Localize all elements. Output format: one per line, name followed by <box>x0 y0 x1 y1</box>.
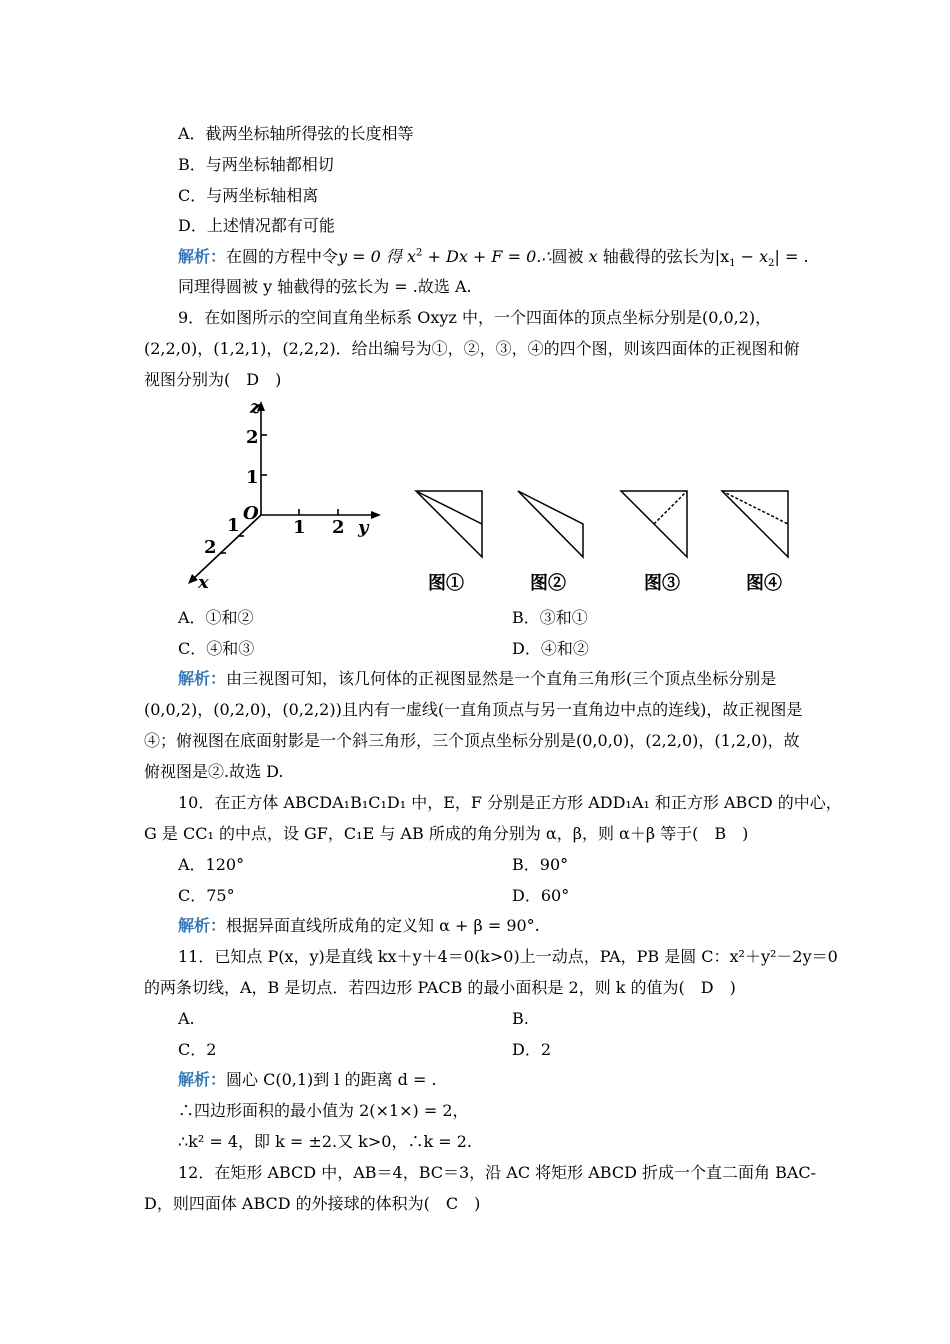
q8-option-a: A．截两坐标轴所得弦的长度相等 <box>178 124 414 143</box>
q8-solution-text3: 轴截得的弦长为|x <box>602 247 730 266</box>
q8-solution-sup: 2 <box>416 247 423 259</box>
figure-4-shape <box>722 491 788 557</box>
q11-solution-line3: ∴k² = 4，即 k = ±2.又 k>0，∴k = 2. <box>178 1132 472 1151</box>
figure-3-shape <box>621 491 687 557</box>
q11-stem-line1: 11．已知点 P(x，y)是直线 kx＋y＋4＝0(k>0)上一动点，PA，PB 是圆 C：x²＋y²－2y＝0 <box>178 947 838 966</box>
figure-label-4: 图④ <box>746 573 782 594</box>
solution-label: 解析： <box>178 1070 227 1089</box>
q10-solution-text: 根据异面直线所成角的定义知 α + β = 90°. <box>226 916 540 935</box>
q9-solution-line3: ④；俯视图在底面射影是一个斜三角形，三个顶点坐标分别是(0,0,0)，(2,2,0)，(1,2,0)，故 <box>144 731 800 750</box>
figure-label-2: 图② <box>530 573 566 594</box>
q11-solution-text: 圆心 C(0,1)到 l 的距离 d = . <box>226 1070 437 1089</box>
q9-solution-line2: (0,0,2)，(0,2,0)，(0,2,2))且内有一虚线(一直角顶点与另一直角边中点的连线)，故正视图是 <box>144 700 803 719</box>
q8-solution-end: | = . <box>774 247 809 266</box>
q9-stem-line2: (2,2,0)，(1,2,1)，(2,2,2)．给出编号为①，②，③，④的四个图，则该四面体的正视图和俯 <box>144 339 800 358</box>
q8-solution-math2: + Dx + F = 0.∴ <box>422 247 552 266</box>
q8-solution-var: x <box>583 247 603 266</box>
x-tick-label-1: 1 <box>227 515 240 536</box>
q8-option-b: B．与两坐标轴都相切 <box>178 155 334 174</box>
q9-option-c: C．④和③ <box>178 639 255 658</box>
q9-solution-text: 由三视图可知，该几何体的正视图显然是一个直角三角形(三个顶点坐标分别是 <box>226 669 777 688</box>
q8-solution-math: y = 0 得 x <box>338 247 417 266</box>
q10-option-d: D．60° <box>512 886 570 905</box>
q11-solution-line1 <box>178 1070 437 1090</box>
figure-1-shape <box>416 491 482 557</box>
q8-solution <box>178 247 809 270</box>
q11-option-a: A. <box>178 1009 195 1028</box>
q9-figure <box>150 395 810 605</box>
q8-option-c: C．与两坐标轴相离 <box>178 186 319 205</box>
q11-option-b: B. <box>512 1009 529 1028</box>
q10-stem-line2: G 是 CC₁ 的中点，设 GF，C₁E 与 AB 所成的角分别为 α，β，则 α＋β 等于( B ) <box>144 824 749 843</box>
figure-label-1: 图① <box>428 573 464 594</box>
coordinate-axes <box>192 407 375 580</box>
q12-stem-line1: 12．在矩形 ABCD 中，AB＝4，BC＝3，沿 AC 将矩形 ABCD 折成一个直二面角 BAC- <box>178 1163 817 1182</box>
solution-label: 解析： <box>178 669 227 688</box>
z-tick-label-1: 1 <box>246 467 259 488</box>
q8-solution-sub1: 1 <box>729 258 736 270</box>
q9-stem-line3: 视图分别为( D ) <box>144 370 282 389</box>
solution-label: 解析： <box>178 916 227 935</box>
q9-option-a: A．①和② <box>178 608 254 627</box>
q11-stem-line2: 的两条切线，A，B 是切点．若四边形 PACB 的最小面积是 2，则 k 的值为( D ) <box>144 978 736 997</box>
x-axis-label: x <box>198 572 209 593</box>
q8-solution-sub2: 2 <box>768 258 775 270</box>
q8-solution-text2: 圆被 <box>551 247 584 266</box>
q8-solution-text: 在圆的方程中令 <box>226 247 339 266</box>
figure-2-shape <box>518 491 583 557</box>
z-axis-label: z <box>250 397 261 418</box>
q8-solution-line2: 同理得圆被 y 轴截得的弦长为 = .故选 A. <box>178 277 472 296</box>
solution-label: 解析： <box>178 247 227 266</box>
q9-option-d: D．④和② <box>512 639 589 658</box>
q10-option-b: B．90° <box>512 855 569 874</box>
q11-option-d: D．2 <box>512 1040 552 1059</box>
q10-stem-line1: 10．在正方体 ABCDA₁B₁C₁D₁ 中，E，F 分别是正方形 ADD₁A₁ 和正方形 ABCD 的中心， <box>178 793 842 812</box>
y-tick-label-2: 2 <box>332 517 345 538</box>
q11-solution-line2: ∴四边形面积的最小值为 2(×1×) = 2， <box>178 1101 469 1120</box>
origin-label: O <box>243 503 259 524</box>
figure-label-3: 图③ <box>644 573 680 594</box>
q10-option-c: C．75° <box>178 886 235 905</box>
y-arrow <box>371 511 381 519</box>
q9-option-b: B．③和① <box>512 608 588 627</box>
q9-stem-line1: 9．在如图所示的空间直角坐标系 Oxyz 中，一个四面体的顶点坐标分别是(0,0,2)， <box>178 308 772 327</box>
q12-stem-line2: D，则四面体 ABCD 的外接球的体积为( C ) <box>144 1194 481 1213</box>
y-axis-label: y <box>358 517 369 538</box>
q9-solution-line1 <box>178 669 776 689</box>
q8-option-d: D．上述情况都有可能 <box>178 216 335 235</box>
x-tick-label-2: 2 <box>204 537 217 558</box>
q10-option-a: A．120° <box>178 855 245 874</box>
q11-option-c: C．2 <box>178 1040 217 1059</box>
q10-solution <box>178 916 540 936</box>
q9-solution-line4: 俯视图是②.故选 D. <box>144 762 284 781</box>
q8-solution-math3: − x <box>735 247 769 266</box>
y-tick-label-1: 1 <box>293 517 306 538</box>
z-tick-label-2: 2 <box>246 427 259 448</box>
